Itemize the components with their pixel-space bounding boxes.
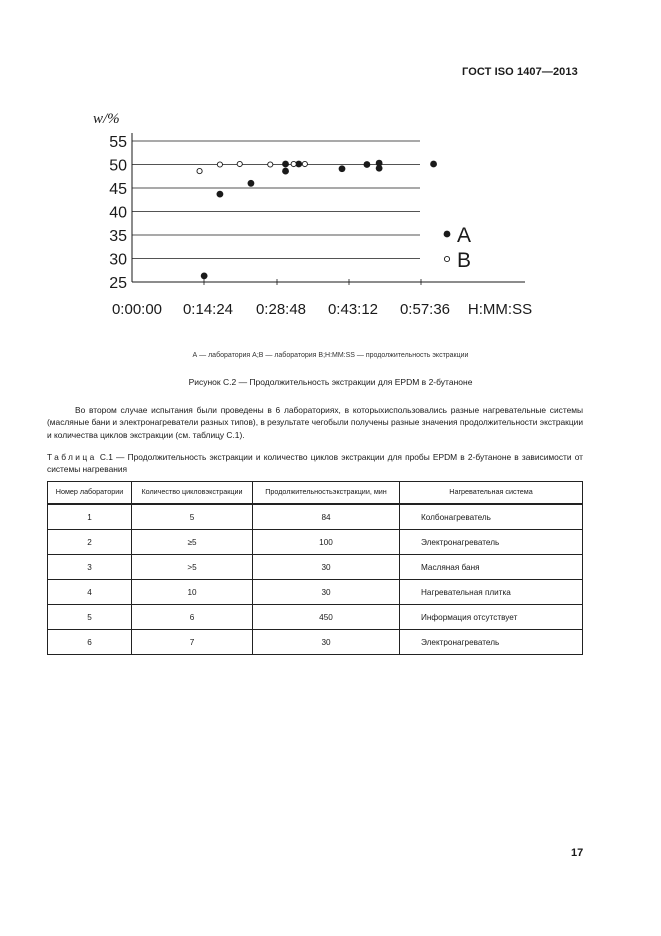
legend-marker bbox=[444, 256, 449, 261]
cell-lab: 2 bbox=[48, 530, 132, 555]
figure-caption: Рисунок С.2 — Продолжительность экстракции для EPDM в 2-бутаноне bbox=[188, 377, 473, 387]
cell-lab: 3 bbox=[48, 555, 132, 580]
table-caption bbox=[47, 451, 583, 476]
table-row bbox=[48, 504, 583, 530]
cell-heating: Информация отсутствует bbox=[400, 605, 583, 630]
point-series-a bbox=[217, 191, 224, 198]
cell-lab: 5 bbox=[48, 605, 132, 630]
header-cycle-count: Количество цикловэкстракции bbox=[132, 482, 253, 505]
point-series-b bbox=[197, 168, 202, 173]
table-caption-label: Таблица bbox=[47, 452, 97, 462]
cell-lab: 6 bbox=[48, 630, 132, 655]
point-series-b bbox=[237, 161, 242, 166]
point-series-a bbox=[339, 165, 346, 172]
y-tick-label: 30 bbox=[109, 251, 127, 269]
header-lab-number: Номер лаборатории bbox=[48, 482, 132, 505]
table-row bbox=[48, 580, 583, 605]
x-tick-label: 0:28:48 bbox=[255, 301, 307, 318]
figure-legend-text: А — лаборатория А;В — лаборатория В;Н:ММ:SS — продолжительность экстракции bbox=[192, 352, 469, 359]
point-series-b bbox=[217, 162, 222, 167]
point-series-b bbox=[268, 162, 273, 167]
extraction-table bbox=[47, 481, 583, 655]
cell-duration: 30 bbox=[253, 580, 400, 605]
table-row bbox=[48, 630, 583, 655]
x-tick-label: 0:43:12 bbox=[327, 301, 379, 318]
y-tick-label: 25 bbox=[109, 275, 127, 292]
cell-duration: 84 bbox=[253, 504, 400, 530]
table-row bbox=[48, 605, 583, 630]
table-row bbox=[48, 555, 583, 580]
cell-lab: 4 bbox=[48, 580, 132, 605]
page-number: 17 bbox=[571, 847, 584, 859]
cell-duration: 450 bbox=[253, 605, 400, 630]
cell-duration: 30 bbox=[253, 555, 400, 580]
table-row bbox=[48, 530, 583, 555]
x-axis-label: H:MM:SS bbox=[467, 301, 533, 318]
x-tick-label: 0:14:24 bbox=[182, 301, 234, 318]
cell-lab: 1 bbox=[48, 504, 132, 530]
cell-cycles: 10 bbox=[132, 580, 253, 605]
cell-cycles: 6 bbox=[132, 605, 253, 630]
paragraph-text: Во втором случае испытания были проведены в 6 лабораториях, в которыхиспользовались разные нагревательные системы (масляные бани и электронагреватели разных типов), в результате чегобыли получены разные значения продолжительности экстракции и количества циклов экстракции (см. таблицу С.1). bbox=[47, 405, 583, 440]
cell-duration: 30 bbox=[253, 630, 400, 655]
table-caption-text: С.1 — Продолжительность экстракции и количество циклов экстракции для пробы EPDM в 2-бутаноне в зависимости от системы нагревания bbox=[47, 452, 584, 475]
cell-cycles: ≥5 bbox=[132, 530, 253, 555]
point-series-a bbox=[376, 160, 383, 167]
cell-cycles: >5 bbox=[132, 555, 253, 580]
y-tick-label: 35 bbox=[109, 228, 127, 245]
cell-heating: Электронагреватель bbox=[400, 530, 583, 555]
y-tick-labels bbox=[109, 134, 127, 292]
point-series-a bbox=[430, 161, 437, 168]
point-series-a bbox=[364, 161, 371, 168]
point-series-a bbox=[248, 180, 255, 187]
x-tick-label: 0:57:36 bbox=[399, 301, 451, 318]
point-series-a bbox=[282, 168, 289, 175]
cell-heating: Колбонагреватель bbox=[400, 504, 583, 530]
cell-heating: Масляная баня bbox=[400, 555, 583, 580]
point-series-b bbox=[302, 161, 307, 166]
legend-label: A bbox=[457, 224, 472, 247]
y-axis-label: w/% bbox=[93, 111, 120, 127]
cell-duration: 100 bbox=[253, 530, 400, 555]
point-series-b bbox=[291, 161, 296, 166]
extraction-scatter-chart bbox=[0, 95, 661, 325]
y-tick-label: 40 bbox=[109, 204, 127, 222]
body-paragraph bbox=[47, 404, 583, 441]
standard-header: ГОСТ ISO 1407—2013 bbox=[462, 66, 578, 78]
header-duration: Продолжительностьэкстракции, мин bbox=[253, 482, 400, 505]
legend-label: B bbox=[457, 249, 472, 272]
y-tick-label: 45 bbox=[109, 181, 127, 198]
point-series-a bbox=[282, 161, 289, 168]
cell-cycles: 7 bbox=[132, 630, 253, 655]
header-heating-system: Нагревательная система bbox=[400, 482, 583, 505]
cell-heating: Нагревательная плитка bbox=[400, 580, 583, 605]
table-header-row bbox=[48, 482, 583, 505]
x-tick-labels bbox=[112, 279, 450, 318]
x-tick-label: 0:00:00 bbox=[111, 301, 163, 318]
y-tick-label: 55 bbox=[109, 134, 127, 151]
chart-legend bbox=[444, 224, 471, 272]
chart-grid bbox=[132, 141, 420, 259]
chart-points bbox=[197, 160, 437, 280]
point-series-a bbox=[201, 272, 208, 279]
legend-marker bbox=[444, 231, 451, 238]
cell-cycles: 5 bbox=[132, 504, 253, 530]
y-tick-label: 50 bbox=[109, 157, 127, 175]
cell-heating: Электронагреватель bbox=[400, 630, 583, 655]
